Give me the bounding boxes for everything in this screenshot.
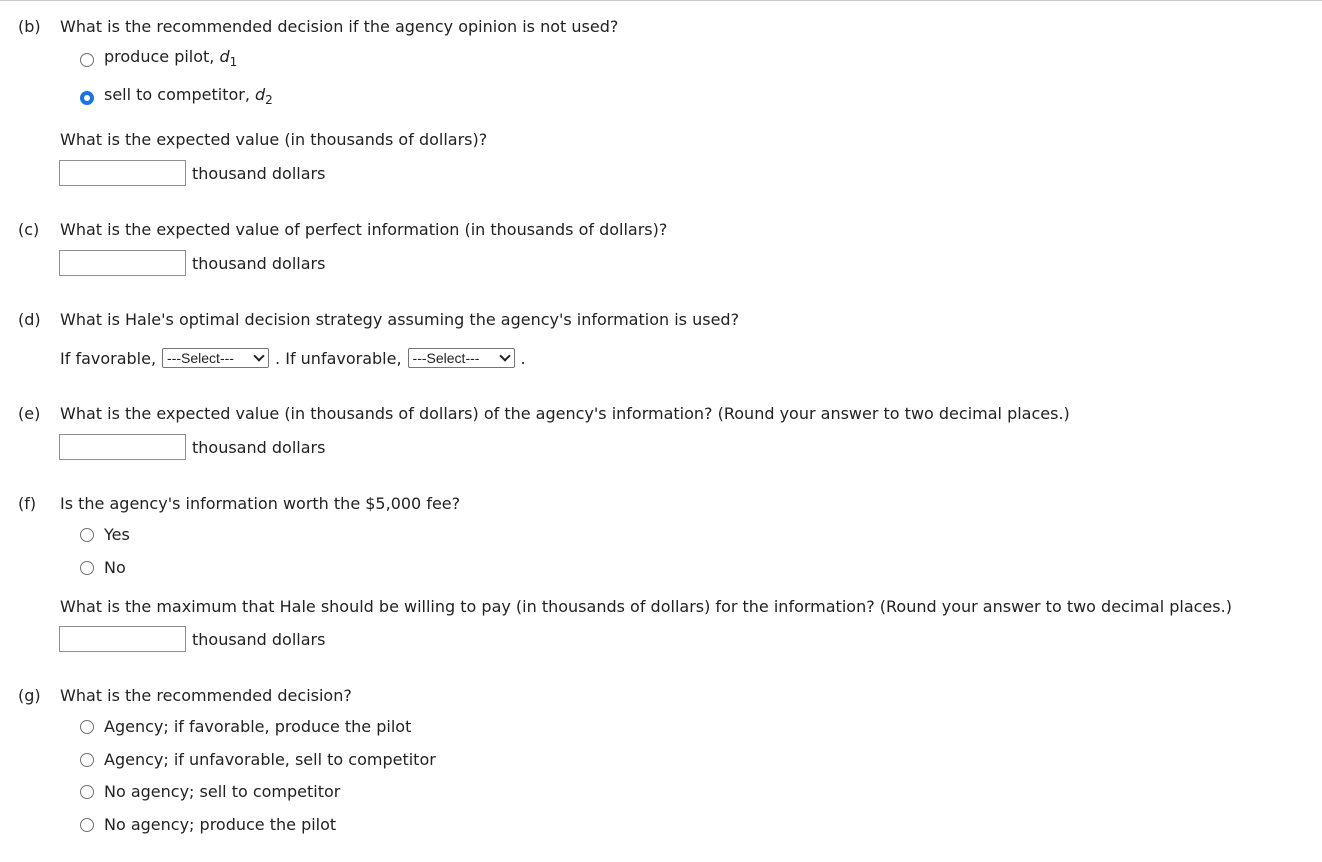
unit-label: thousand dollars [192,163,326,183]
radio-label: No agency; sell to competitor [104,782,341,801]
favorable-select[interactable] [162,348,269,368]
unfavorable-prefix: . If unfavorable, [275,348,402,368]
part-c-label: (c) [18,220,40,239]
radio-button-unchecked[interactable] [80,720,94,734]
radio-button-unchecked[interactable] [80,785,94,799]
strategy-suffix: . [520,348,526,368]
unit-label: thousand dollars [192,437,326,457]
radio-label: produce pilot, $d_1$ [104,47,238,69]
radio-button-unchecked[interactable] [80,53,94,67]
part-b-ev-input[interactable] [59,160,186,186]
radio-button-unchecked[interactable] [80,561,94,575]
part-d-label: (d) [18,310,41,329]
radio-button-unchecked[interactable] [80,753,94,767]
top-divider [0,0,1322,1]
radio-option-yes[interactable] [80,525,130,545]
part-e-question: What is the expected value (in thousands of dollars) of the agency's information? (Round your answer to two decimal places.) [60,404,1070,423]
part-e-label: (e) [18,404,41,423]
radio-button-unchecked[interactable] [80,818,94,832]
part-b-ev-question: What is the expected value (in thousands of dollars)? [60,130,488,149]
part-g-label: (g) [18,686,41,705]
part-b-label: (b) [18,17,41,36]
part-b-answer-row [59,160,325,186]
radio-label: Agency; if unfavorable, sell to competitor [104,750,436,769]
unit-label: thousand dollars [192,253,326,273]
chevron-down-icon [253,350,264,361]
part-d-question: What is Hale's optimal decision strategy assuming the agency's information is used? [60,310,740,329]
part-g-question: What is the recommended decision? [60,686,352,705]
radio-button-unchecked[interactable] [80,528,94,542]
radio-label: sell to competitor, $d_2$ [104,85,273,107]
favorable-select-value: ---Select--- [167,350,234,366]
part-d-strategy-row [60,348,526,368]
unfavorable-select-value: ---Select--- [412,350,480,366]
radio-option-produce-pilot[interactable] [80,47,237,72]
part-e-evsi-input[interactable] [59,434,186,460]
radio-option-agency-unfavorable-sell[interactable] [80,750,436,770]
part-c-evpi-input[interactable] [59,250,186,276]
part-f-max-pay-input[interactable] [59,626,186,652]
chevron-down-icon [499,350,510,361]
unit-label: thousand dollars [192,629,326,649]
radio-label: No [104,558,126,577]
part-f-answer-row [59,626,325,652]
part-f-question: Is the agency's information worth the $5,000 fee? [60,494,461,513]
part-f-label: (f) [18,494,37,513]
favorable-prefix: If favorable, [60,348,157,368]
radio-option-no-agency-produce[interactable] [80,815,336,835]
part-c-question: What is the expected value of perfect information (in thousands of dollars)? [60,220,668,239]
part-c-answer-row [59,250,325,276]
radio-option-sell-to-competitor[interactable] [80,85,273,110]
radio-label: Yes [104,525,130,544]
radio-button-checked[interactable] [80,91,94,105]
unfavorable-select[interactable] [408,348,515,368]
radio-label: Agency; if favorable, produce the pilot [104,717,412,736]
part-f-max-question: What is the maximum that Hale should be willing to pay (in thousands of dollars) for the information? (Round your answer to two decimal places.) [60,597,1232,616]
radio-label: No agency; produce the pilot [104,815,337,834]
radio-option-no[interactable] [80,558,126,578]
radio-option-no-agency-sell[interactable] [80,782,340,802]
part-e-answer-row [59,434,325,460]
radio-option-agency-favorable-produce[interactable] [80,717,411,737]
part-b-question: What is the recommended decision if the agency opinion is not used? [60,17,619,36]
